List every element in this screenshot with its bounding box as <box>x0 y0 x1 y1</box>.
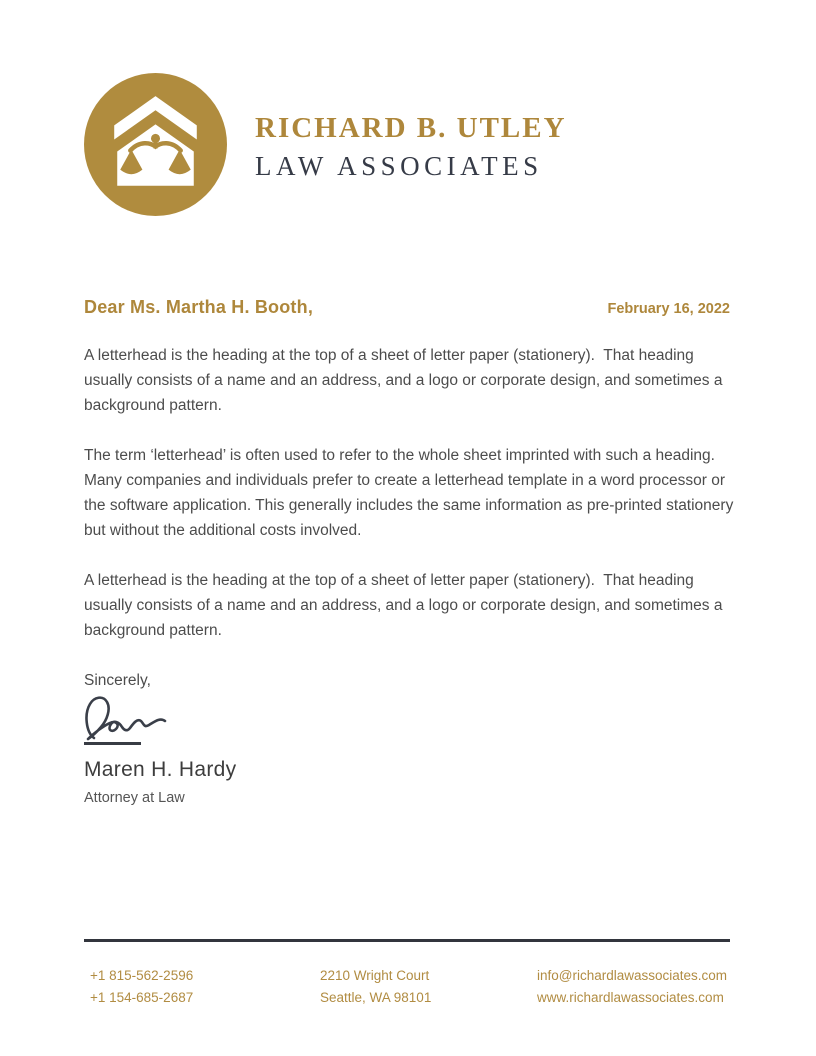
phone-line: +1 154-685-2687 <box>90 990 194 1005</box>
salutation: Dear Ms. Martha H. Booth, <box>84 297 314 317</box>
footer-contact <box>537 965 730 1009</box>
law-building-scales-icon <box>84 73 227 216</box>
paragraph: A letterhead is the heading at the top of a sheet of letter paper (stationery). That heading usually consists of a name and an address, and a logo or corporate design, and sometimes a background pattern. <box>84 572 727 639</box>
address-line: 2210 Wright Court <box>320 968 430 983</box>
closing-line: Sincerely, <box>84 672 151 689</box>
brand-subtitle: LAW ASSOCIATES <box>255 151 543 181</box>
address-line: Seattle, WA 98101 <box>320 990 432 1005</box>
letter-date: February 16, 2022 <box>607 301 730 317</box>
phone-line: +1 815-562-2596 <box>90 968 194 983</box>
handwritten-signature-icon <box>84 696 172 741</box>
website-line: www.richardlawassociates.com <box>537 990 724 1005</box>
salutation-row <box>84 297 730 318</box>
letter-body <box>84 343 738 806</box>
email-line: info@richardlawassociates.com <box>537 968 728 983</box>
paragraph: The term ‘letterhead’ is often used to refer to the whole sheet imprinted with such a heading. Many companies and individuals prefer to create a letterhead template in a word processor or the software application. This generally includes the same information as pre-printed stationery but without the additional costs involved. <box>84 447 738 539</box>
signatory-title: Attorney at Law <box>84 790 185 806</box>
paragraph: A letterhead is the heading at the top of a sheet of letter paper (stationery). That heading usually consists of a name and an address, and a logo or corporate design, and sometimes a background pattern. <box>84 347 727 414</box>
brand-name: RICHARD B. UTLEY <box>255 112 567 144</box>
footer-phones <box>84 965 320 1009</box>
signatory-name: Maren H. Hardy <box>84 758 237 781</box>
footer-address <box>320 965 537 1009</box>
letter-footer <box>84 939 730 1009</box>
company-logo <box>84 73 227 216</box>
signature-rule <box>84 742 141 745</box>
